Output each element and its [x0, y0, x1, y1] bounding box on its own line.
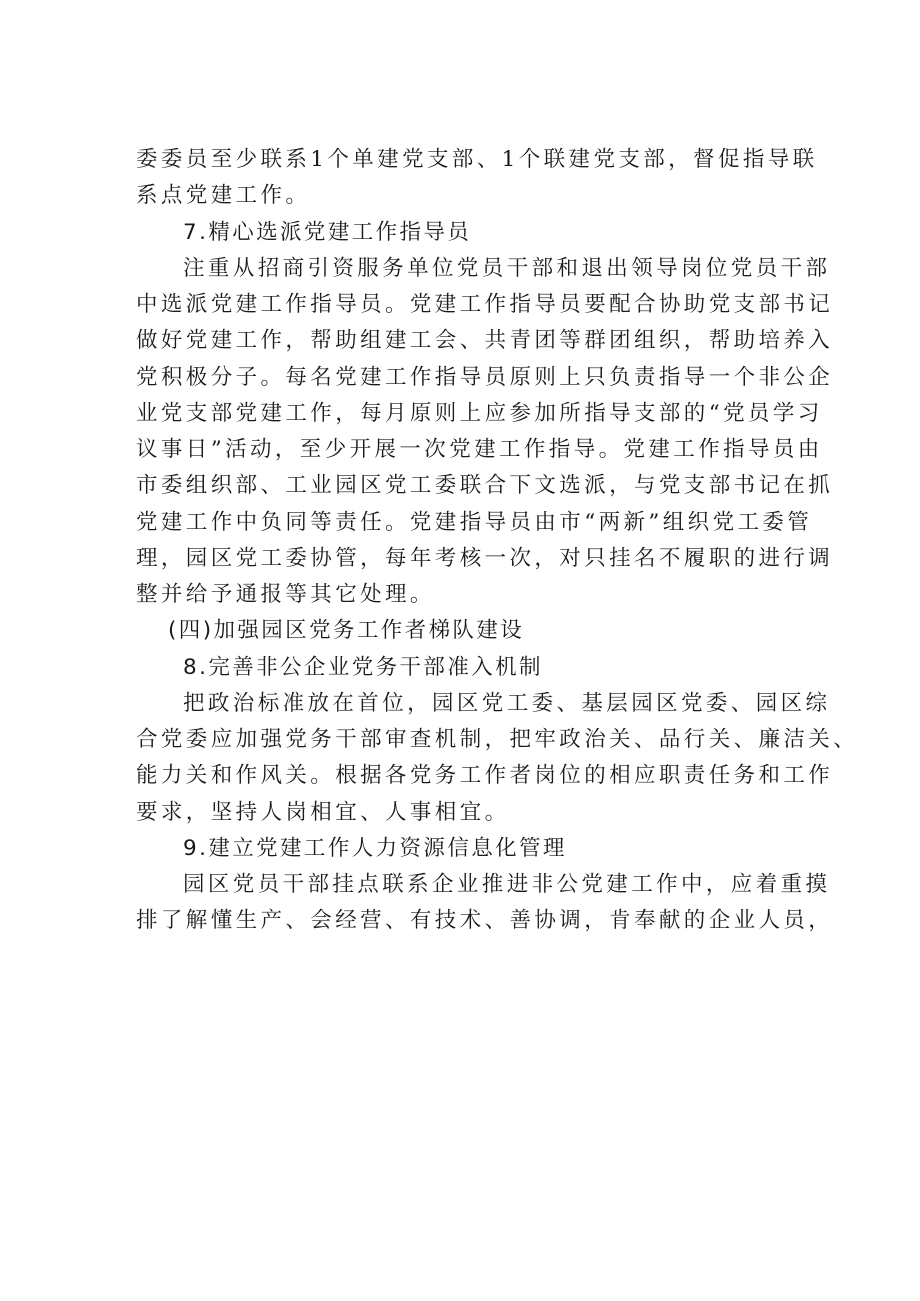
paragraph-line: 党积极分子。每名党建工作指导员原则上只负责指导一个非公企 [136, 364, 834, 390]
subheading-8: 8.完善非公企业党务干部准入机制 [183, 654, 543, 680]
paragraph-line: 要求，坚持人岗相宜、人事相宜。 [136, 799, 510, 825]
paragraph-line: 党建工作中负同等责任。党建指导员由市“两新”组织党工委管 [136, 509, 813, 535]
paragraph-line: 议事日”活动，至少开展一次党建工作指导。党建工作指导员由 [136, 437, 823, 462]
paragraph-line: 做好党建工作，帮助组建工会、共青团等群团组织，帮助培养入 [136, 328, 834, 354]
document-body [136, 142, 859, 940]
paragraph-line: 市委组织部、工业园区党工委联合下文选派，与党支部书记在抓 [136, 473, 834, 499]
paragraph-line: 中选派党建工作指导员。党建工作指导员要配合协助党支部书记 [136, 292, 834, 317]
paragraph-line: 园区党员干部挂点联系企业推进非公党建工作中，应着重摸 [183, 872, 831, 897]
paragraph-line: 合党委应加强党务干部审查机制，把牢政治关、品行关、廉洁关、 [136, 727, 859, 752]
paragraph-line: 把政治标准放在首位，园区党工委、基层园区党委、园区综 [183, 690, 831, 716]
paragraph-line: 能力关和作风关。根据各党务工作者岗位的相应职责任务和工作 [136, 763, 834, 789]
section-heading-4: (四)加强园区党务工作者梯队建设 [168, 618, 525, 644]
paragraph-line: 业党支部党建工作，每月原则上应参加所指导支部的“党员学习 [136, 400, 823, 426]
paragraph-line: 排了解懂生产、会经营、有技术、善协调，肯奉献的企业人员， [136, 908, 834, 934]
paragraph-line: 整并给予通报等其它处理。 [136, 582, 435, 607]
paragraph-line: 系点党建工作。 [136, 183, 311, 209]
paragraph-line: 理，园区党工委协管，每年考核一次，对只挂名不履职的进行调 [136, 545, 834, 571]
subheading-7: 7.精心选派党建工作指导员 [183, 219, 472, 245]
subheading-9: 9.建立党建工作人力资源信息化管理 [183, 835, 567, 861]
paragraph-line: 委委员至少联系1个单建党支部、1个联建党支部，督促指导联 [136, 147, 818, 172]
paragraph-line: 注重从招商引资服务单位党员干部和退出领导岗位党员干部 [183, 255, 831, 281]
